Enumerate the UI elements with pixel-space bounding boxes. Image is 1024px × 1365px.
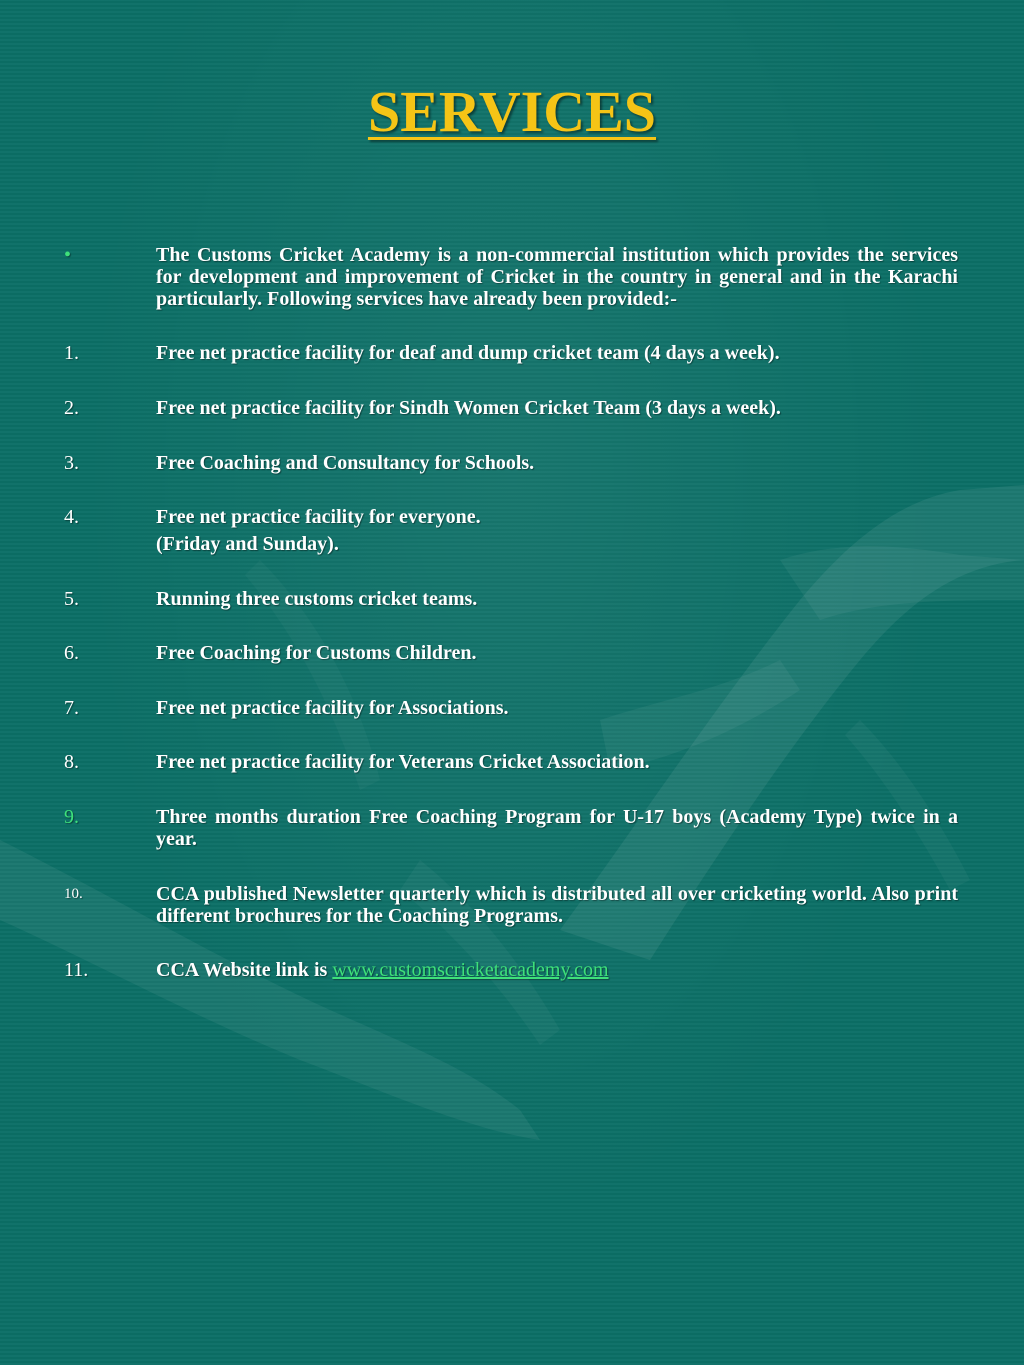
item-text: CCA published Newsletter quarterly which is distributed all over cricketing world. Also print different brochures for the Coaching Programs.	[156, 883, 958, 927]
item-number: 1.	[64, 342, 79, 364]
item-number: 2.	[64, 397, 79, 419]
list-item	[64, 506, 960, 555]
item-text: CCA Website link is	[156, 959, 333, 981]
item-text: Free net practice facility for Veterans Cricket Association.	[156, 751, 650, 773]
item-subtext: (Friday and Sunday).	[156, 533, 339, 555]
item-text: Free net practice facility for deaf and dump cricket team (4 days a week).	[156, 342, 780, 364]
item-text: Free Coaching for Customs Children.	[156, 642, 477, 664]
list-item	[64, 751, 960, 773]
list-item	[64, 806, 960, 850]
item-number: 8.	[64, 751, 79, 773]
item-number: 10.	[64, 886, 83, 902]
list-item	[64, 342, 960, 364]
item-text: Free net practice facility for Associations.	[156, 697, 509, 719]
item-number: 3.	[64, 452, 79, 474]
item-text: Free net practice facility for everyone.	[156, 506, 481, 528]
item-number: 11.	[64, 959, 89, 981]
item-number: 9.	[64, 806, 79, 828]
item-number: 6.	[64, 642, 79, 664]
list-item	[64, 642, 960, 664]
item-text: Running three customs cricket teams.	[156, 588, 478, 610]
item-number: 7.	[64, 697, 79, 719]
item-text-block	[156, 506, 958, 555]
bullet-marker: •	[64, 244, 72, 266]
list-item	[64, 959, 960, 981]
website-link[interactable]: www.customscricketacademy.com	[332, 959, 609, 981]
intro-text: The Customs Cricket Academy is a non-commercial institution which provides the services for development and improvement of Cricket in the country in general and in the Karachi particularly. Following services have already been provided:-	[156, 244, 958, 310]
list-item	[64, 883, 960, 927]
item-text-block	[156, 959, 958, 981]
item-text: Three months duration Free Coaching Program for U-17 boys (Academy Type) twice in a year.	[156, 806, 958, 850]
intro-paragraph	[64, 244, 960, 310]
item-number: 5.	[64, 588, 79, 610]
item-text: Free Coaching and Consultancy for Schools.	[156, 452, 535, 474]
item-text: Free net practice facility for Sindh Women Cricket Team (3 days a week).	[156, 397, 781, 419]
list-item	[64, 397, 960, 419]
list-item	[64, 588, 960, 610]
page-title: SERVICES	[367, 79, 657, 144]
list-item	[64, 697, 960, 719]
list-item	[64, 452, 960, 474]
item-number: 4.	[64, 506, 79, 528]
